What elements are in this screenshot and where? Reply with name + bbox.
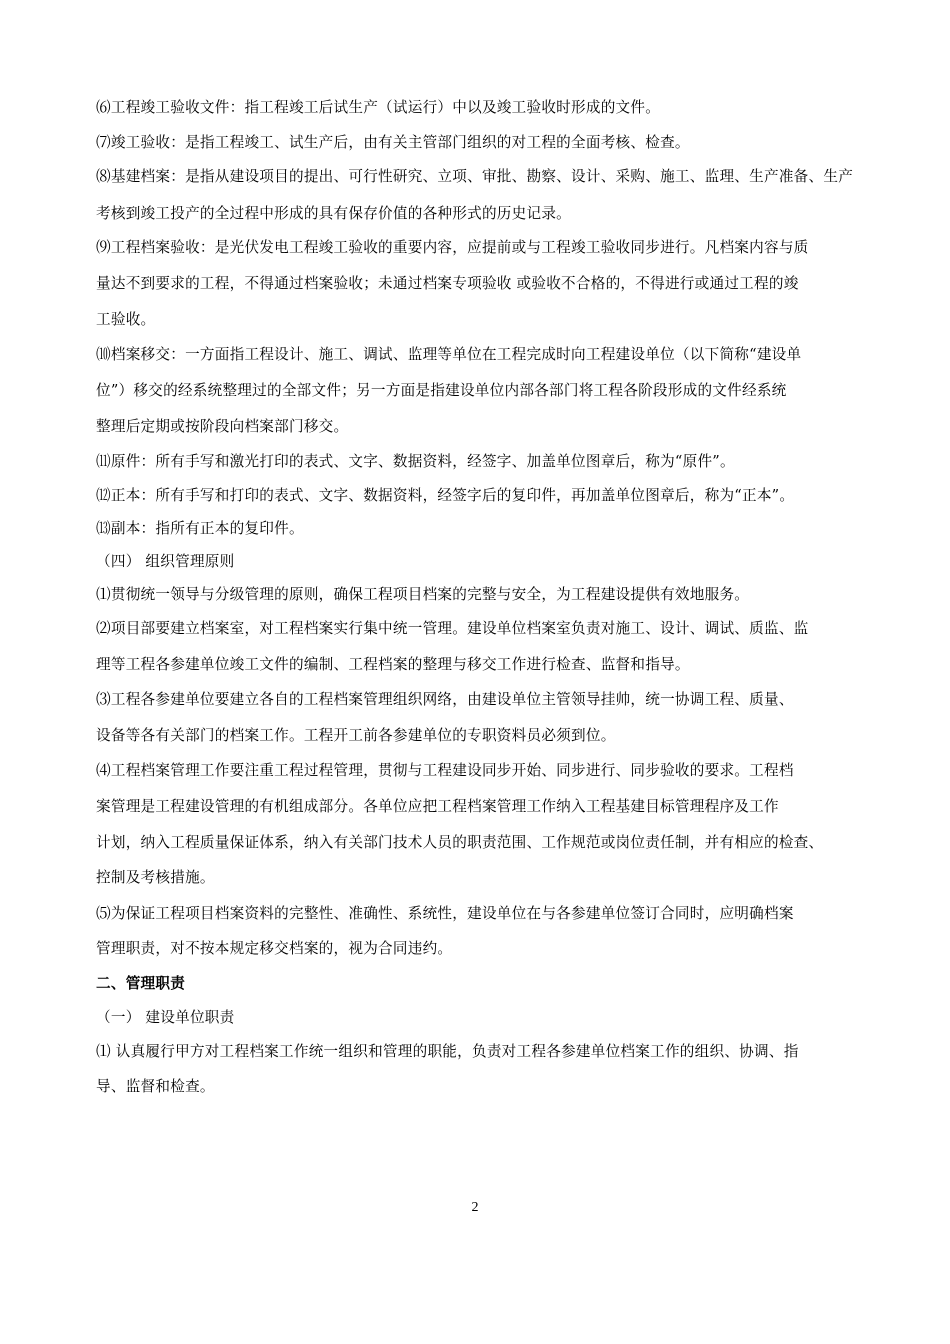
text-line: ⑼工程档案验收：是光伏发电工程竣工验收的重要内容，应提前或与工程竣工验收同步进行。凡档案内容与质 (96, 239, 809, 256)
text-line: 理等工程各参建单位竣工文件的编制、工程档案的整理与移交工作进行检查、监督和指导。 (96, 656, 690, 673)
text-line: ⒀副本：指所有正本的复印件。 (96, 520, 304, 537)
text-line: 设备等各有关部门的档案工作。工程开工前各参建单位的专职资料员必须到位。 (96, 727, 616, 744)
text-line: ⑷工程档案管理工作要注重工程过程管理，贯彻与工程建设同步开始、同步进行、同步验收的要求。工程档 (96, 762, 794, 779)
text-line: ⑽档案移交：一方面指工程设计、施工、调试、监理等单位在工程完成时向工程建设单位（以下简称“建设单 (96, 346, 802, 363)
text-line: ⑿正本：所有手写和打印的表式、文字、数据资料，经签字后的复印件，再加盖单位图章后，称为“正本”。 (96, 487, 795, 504)
text-line: 管理职责，对不按本规定移交档案的，视为合同违约。 (96, 940, 453, 957)
text-line: 案管理是工程建设管理的有机组成部分。各单位应把工程档案管理工作纳入工程基建目标管理程序及工作 (96, 798, 779, 815)
text-line: ⑹工程竣工验收文件：指工程竣工后试生产（试运行）中以及竣工验收时形成的文件。 (96, 99, 661, 116)
text-line: 控制及考核措施。 (96, 869, 215, 886)
text-line: 整理后定期或按阶段向档案部门移交。 (96, 418, 349, 435)
section-heading: （四） 组织管理原则 (96, 553, 235, 570)
text-line: ⑾原件：所有手写和激光打印的表式、文字、数据资料，经签字、加盖单位图章后，称为“原件”。 (96, 453, 735, 470)
text-line: 工验收。 (96, 311, 156, 328)
text-line: ⑺竣工验收：是指工程竣工、试生产后，由有关主管部门组织的对工程的全面考核、检查。 (96, 134, 690, 151)
text-line: 导、监督和检查。 (96, 1078, 215, 1095)
chapter-heading: 二、管理职责 (96, 975, 186, 992)
section-heading: （一） 建设单位职责 (96, 1009, 235, 1026)
text-line: ⑻基建档案：是指从建设项目的提出、可行性研究、立项、审批、勘察、设计、采购、施工、监理、生产准备、生产 (96, 168, 854, 185)
text-line: 考核到竣工投产的全过程中形成的具有保存价值的各种形式的历史记录。 (96, 205, 572, 222)
text-line: 位”）移交的经系统整理过的全部文件；另一方面是指建设单位内部各部门将工程各阶段形成的文件经系统 (96, 382, 787, 399)
text-line: ⑴ 认真履行甲方对工程档案工作统一组织和管理的职能，负责对工程各参建单位档案工作的组织、协调、指 (96, 1043, 799, 1060)
text-line: ⑸为保证工程项目档案资料的完整性、准确性、系统性，建设单位在与各参建单位签订合同时，应明确档案 (96, 905, 794, 922)
page-number: 2 (471, 1200, 479, 1215)
text-line: 量达不到要求的工程，不得通过档案验收；未通过档案专项验收 或验收不合格的，不得进行或通过工程的竣 (96, 275, 799, 292)
text-line: ⑶工程各参建单位要建立各自的工程档案管理组织网络，由建设单位主管领导挂帅，统一协调工程、质量、 (96, 691, 794, 708)
text-line: ⑵项目部要建立档案室，对工程档案实行集中统一管理。建设单位档案室负责对施工、设计、调试、质监、监 (96, 620, 809, 637)
text-line: 计划，纳入工程质量保证体系，纳入有关部门技术人员的职责范围、工作规范或岗位责任制，并有相应的检查、 (96, 834, 824, 851)
text-line: ⑴贯彻统一领导与分级管理的原则，确保工程项目档案的完整与安全，为工程建设提供有效地服务。 (96, 586, 750, 603)
